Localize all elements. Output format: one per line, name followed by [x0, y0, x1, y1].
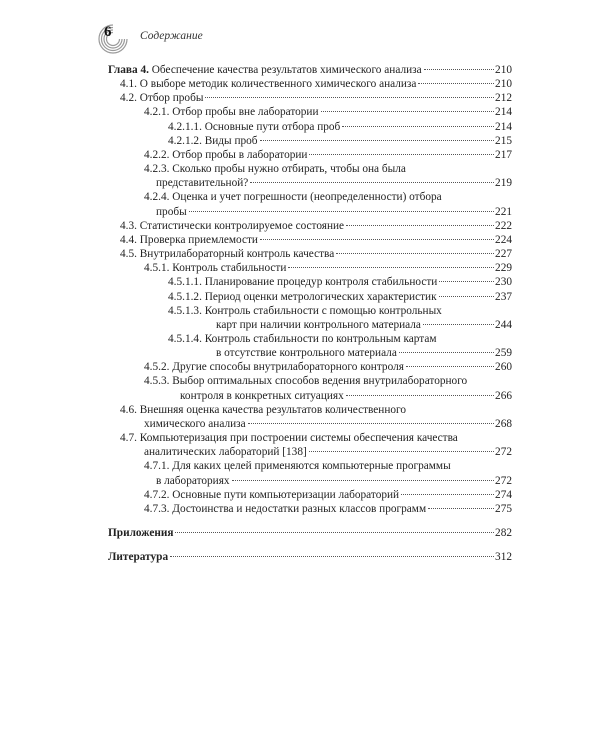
leader-dots	[309, 154, 494, 155]
entry-title-cont: аналитических лабораторий [138]	[144, 446, 307, 459]
page-ref: 224	[495, 233, 512, 246]
leader-dots	[189, 211, 494, 212]
leader-dots	[406, 366, 494, 367]
page-ref: 312	[495, 551, 512, 564]
toc-entry[interactable]	[108, 91, 512, 105]
toc-entry[interactable]	[108, 233, 512, 247]
entry-title: 4.2.3. Сколько пробы нужно отбирать, чтобы она была	[144, 163, 406, 176]
entry-title: 4.2. Отбор пробы	[120, 92, 204, 105]
leader-dots	[175, 532, 494, 533]
page-ref: 230	[495, 276, 512, 289]
toc-entry[interactable]	[108, 134, 512, 148]
toc-entry[interactable]	[108, 261, 512, 275]
entry-title: Приложения	[108, 527, 174, 539]
toc-entry[interactable]	[108, 162, 512, 190]
spiral-logo-icon	[96, 22, 130, 56]
page-ref: 221	[495, 205, 512, 218]
leader-dots	[170, 556, 494, 557]
leader-dots	[250, 182, 494, 183]
page-ref: 214	[495, 120, 512, 133]
toc-entry[interactable]	[108, 502, 512, 516]
page-ref: 210	[495, 78, 512, 91]
leader-dots	[288, 267, 494, 268]
entry-title: 4.4. Проверка приемлемости	[120, 233, 258, 246]
toc-entry[interactable]	[108, 431, 512, 459]
page-ref: 217	[495, 148, 512, 161]
page-ref: 244	[495, 318, 512, 331]
page-ref: 259	[495, 347, 512, 360]
leader-dots	[336, 253, 494, 254]
toc-entry[interactable]	[108, 247, 512, 261]
page-ref: 274	[495, 488, 512, 501]
entry-title: 4.2.2. Отбор пробы в лаборатории	[144, 148, 308, 161]
page-ref: 219	[495, 177, 512, 190]
toc-entry[interactable]	[108, 360, 512, 374]
entry-title: 4.2.4. Оценка и учет погрешности (неопределенности) отбора	[144, 191, 442, 204]
entry-title-cont: представительной?	[156, 177, 249, 190]
toc-entry[interactable]	[108, 488, 512, 502]
toc-entry-literature[interactable]	[108, 550, 512, 564]
chapter-title: Обеспечение качества результатов химического анализа	[148, 64, 422, 76]
toc-entry[interactable]	[108, 275, 512, 289]
entry-title: 4.3. Статистически контролируемое состояние	[120, 219, 345, 232]
page-ref: 210	[495, 64, 512, 76]
leader-dots	[205, 97, 494, 98]
leader-dots	[399, 352, 494, 353]
entry-title: 4.2.1. Отбор пробы вне лаборатории	[144, 106, 319, 119]
leader-dots	[346, 395, 494, 396]
leader-dots	[232, 480, 494, 481]
page-ref: 266	[495, 389, 512, 402]
page-ref: 282	[495, 527, 512, 539]
toc-entry[interactable]	[108, 403, 512, 431]
entry-title: 4.5.1.2. Период оценки метрологических характеристик	[168, 290, 437, 303]
entry-title: 4.5.1. Контроль стабильности	[144, 262, 287, 275]
leader-dots	[248, 423, 494, 424]
toc-entry[interactable]	[108, 77, 512, 91]
chapter-label: Глава 4.	[108, 64, 149, 76]
toc-entry[interactable]	[108, 304, 512, 332]
toc-entry[interactable]	[108, 459, 512, 487]
entry-title: 4.6. Внешняя оценка качества результатов количественного	[120, 403, 407, 416]
running-title: Содержание	[140, 30, 203, 42]
leader-dots	[401, 494, 494, 495]
entry-title: 4.2.1.1. Основные пути отбора проб	[168, 120, 341, 133]
page-ref: 268	[495, 417, 512, 430]
entry-title: 4.5.2. Другие способы внутрилабораторного контроля	[144, 361, 404, 374]
entry-title: 4.5. Внутрилабораторный контроль качества	[120, 248, 335, 261]
page-ref: 214	[495, 106, 512, 119]
entry-title-cont: карт при наличии контрольного материала	[216, 318, 421, 331]
page-ref: 275	[495, 502, 512, 515]
entry-title: 4.5.1.4. Контроль стабильности по контрольным картам	[168, 332, 437, 345]
toc-entry[interactable]	[108, 219, 512, 233]
toc-entry[interactable]	[108, 374, 512, 402]
entry-title: 4.7.3. Достоинства и недостатки разных классов программ	[144, 502, 427, 515]
toc-entry[interactable]	[108, 105, 512, 119]
page-ref: 272	[495, 474, 512, 487]
page-ref: 260	[495, 361, 512, 374]
page-ref: 215	[495, 134, 512, 147]
entry-title-cont: контроля в конкретных ситуациях	[180, 389, 344, 402]
toc-entry-chapter-4[interactable]	[108, 63, 512, 77]
leader-dots	[342, 126, 494, 127]
page-ref: 222	[495, 219, 512, 232]
entry-title: 4.7.1. Для каких целей применяются компьютерные программы	[144, 460, 451, 473]
entry-title: 4.7.2. Основные пути компьютеризации лабораторий	[144, 488, 400, 501]
page-ref: 212	[495, 92, 512, 105]
entry-title: 4.1. О выборе методик количественного химического анализа	[120, 78, 417, 91]
leader-dots	[346, 225, 494, 226]
entry-title: 4.5.1.1. Планирование процедур контроля стабильности	[168, 276, 438, 289]
page-header	[96, 22, 516, 56]
entry-title-cont: в лабораториях	[156, 474, 230, 487]
leader-dots	[309, 451, 494, 452]
toc-entry-appendix[interactable]	[108, 526, 512, 540]
leader-dots	[428, 508, 494, 509]
entry-title-cont: пробы	[156, 205, 187, 218]
leader-dots	[439, 296, 494, 297]
page-ref: 272	[495, 446, 512, 459]
toc-entry[interactable]	[108, 290, 512, 304]
entry-title: 4.5.1.3. Контроль стабильности с помощью контрольных	[168, 304, 442, 317]
toc-entry[interactable]	[108, 148, 512, 162]
toc-entry[interactable]	[108, 332, 512, 360]
entry-title-cont: химического анализа	[144, 417, 246, 430]
page-ref: 237	[495, 290, 512, 303]
entry-title: Литература	[108, 551, 169, 564]
leader-dots	[424, 69, 494, 70]
entry-title: 4.5.3. Выбор оптимальных способов ведения внутрилабораторного	[144, 375, 468, 388]
leader-dots	[321, 111, 495, 112]
entry-title: 4.2.1.2. Виды проб	[168, 134, 258, 147]
toc-entry[interactable]	[108, 120, 512, 134]
leader-dots	[423, 324, 494, 325]
entry-title: 4.7. Компьютеризация при построении системы обеспечения качества	[120, 432, 458, 445]
entry-title-cont: в отсутствие контрольного материала	[216, 347, 397, 360]
page-ref: 227	[495, 248, 512, 261]
leader-dots	[260, 239, 494, 240]
leader-dots	[260, 140, 494, 141]
leader-dots	[418, 83, 494, 84]
table-of-contents	[108, 63, 512, 564]
page-ref: 229	[495, 262, 512, 275]
toc-entry[interactable]	[108, 190, 512, 218]
leader-dots	[439, 281, 494, 282]
page-number: 6	[104, 24, 112, 40]
